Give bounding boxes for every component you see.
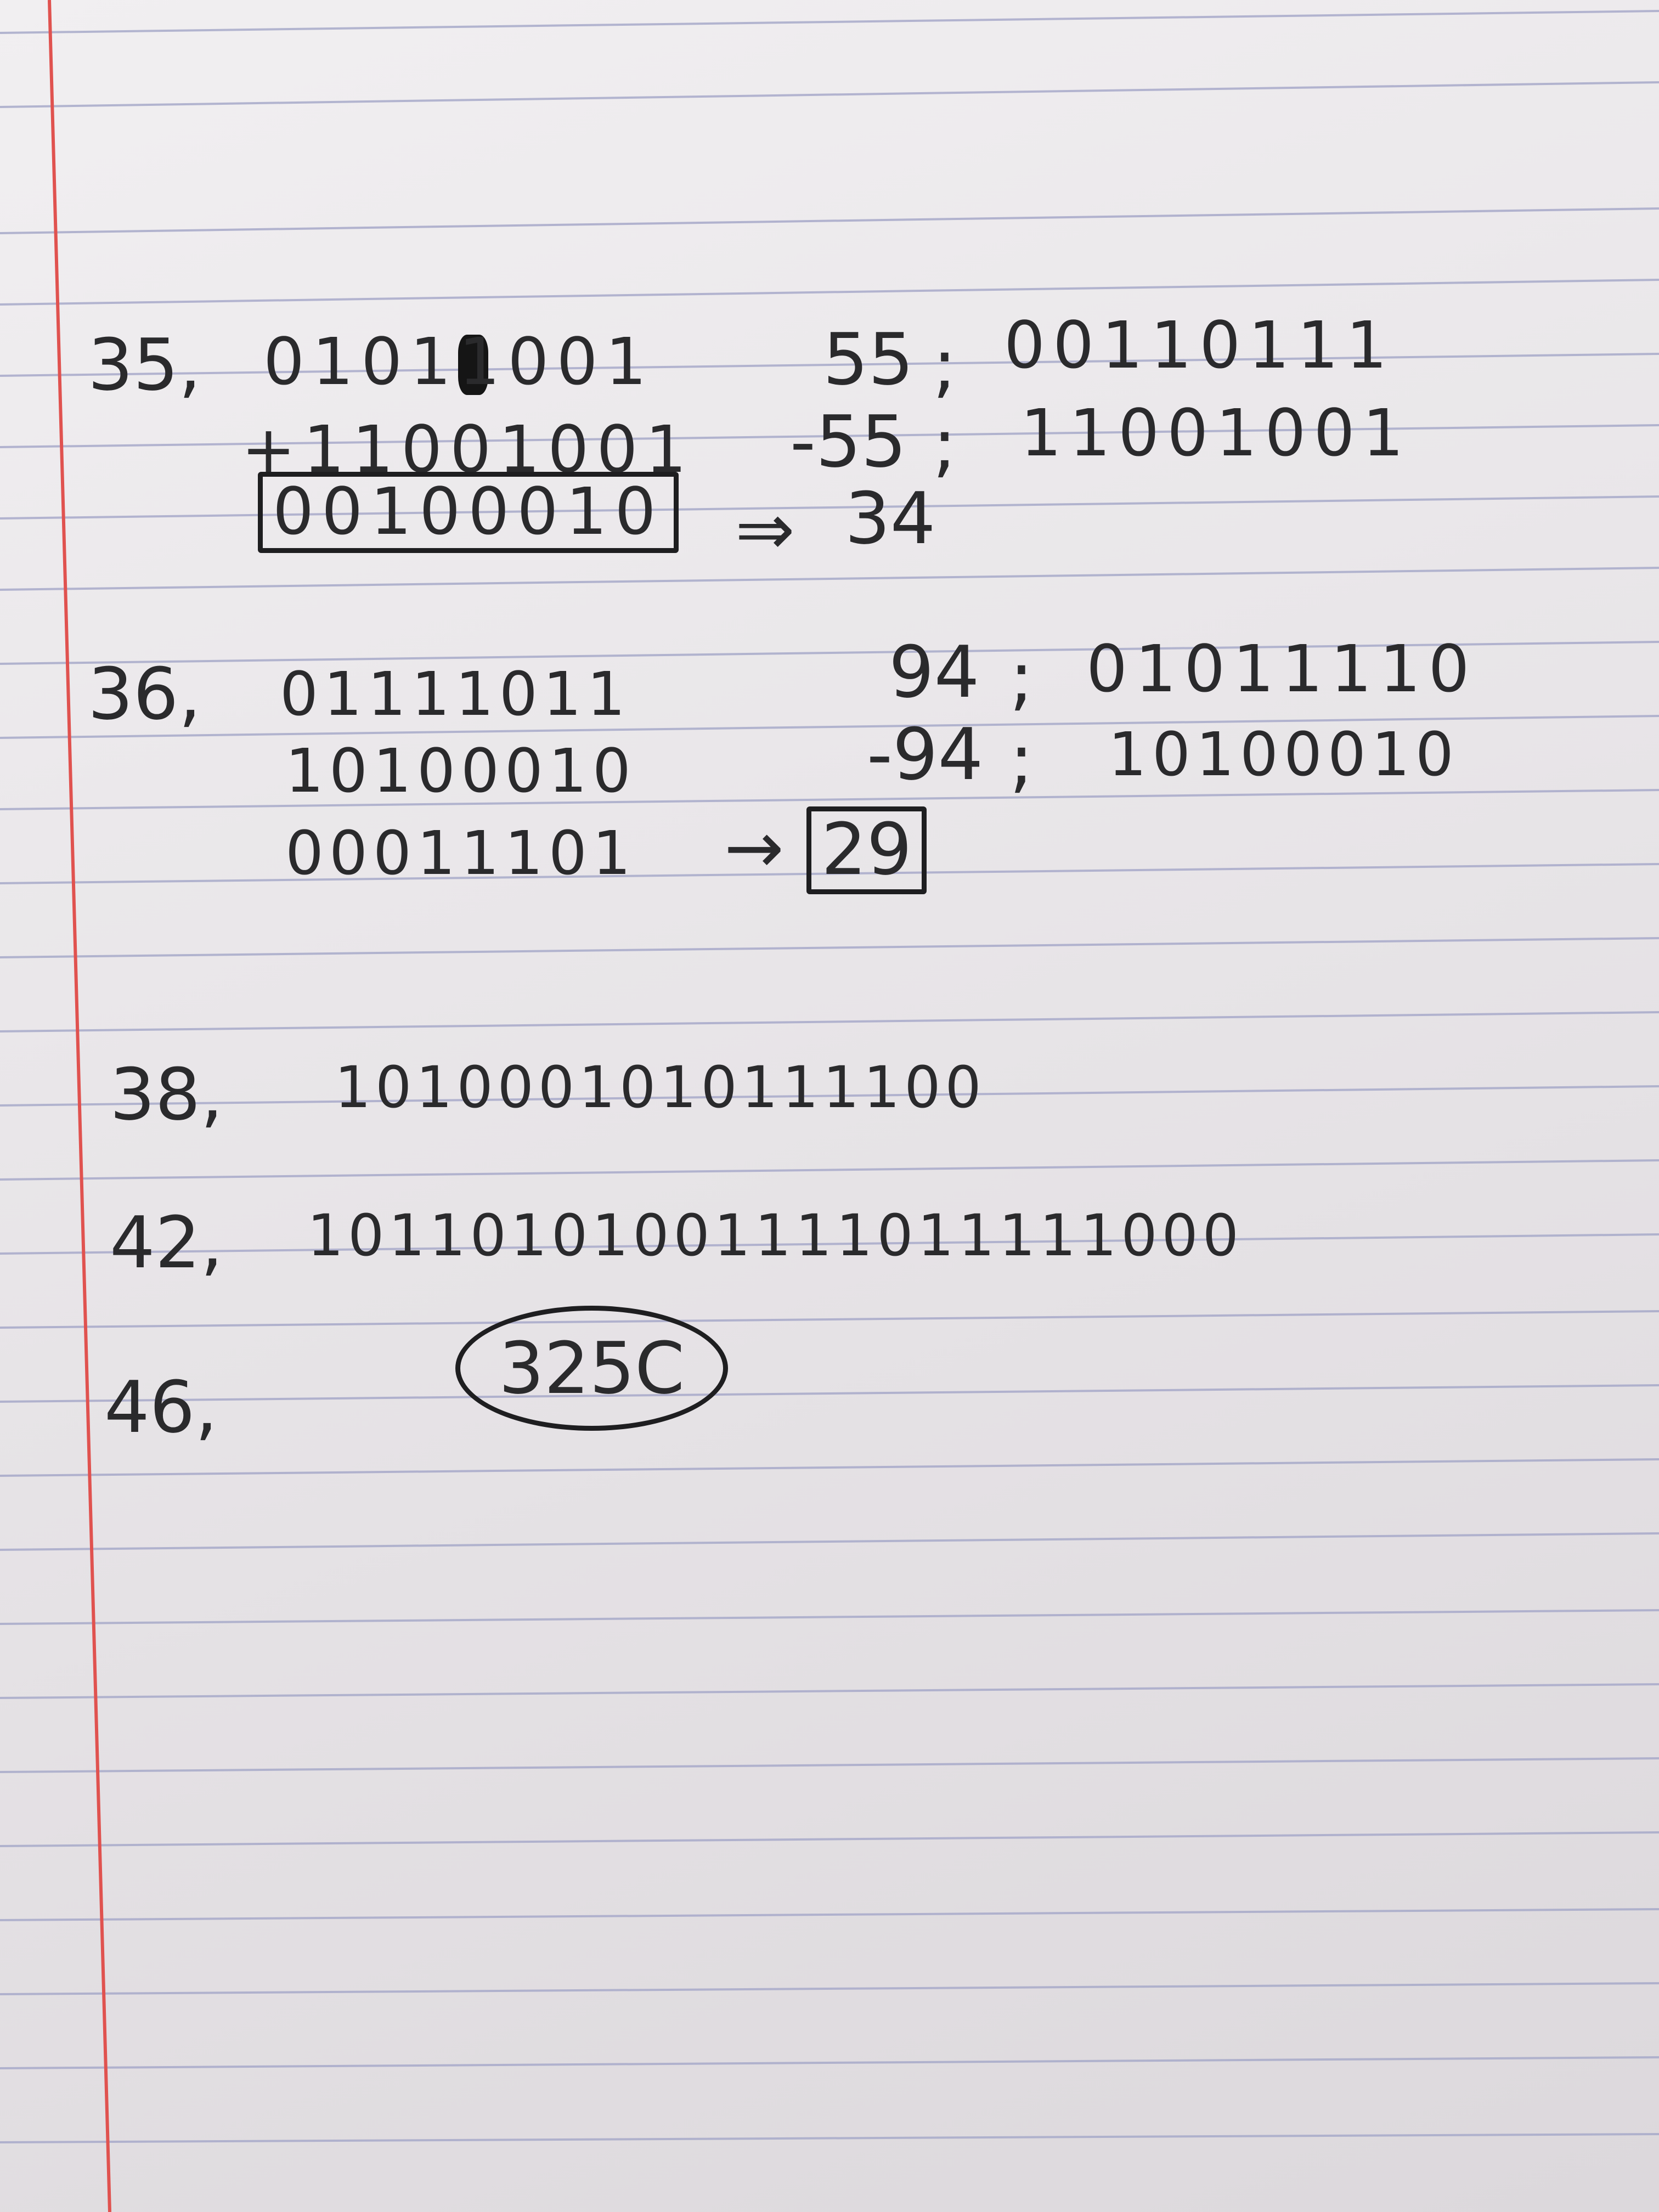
- problem-35-answer-box: 00100010: [258, 472, 679, 553]
- problem-36-number: 36,: [88, 652, 201, 736]
- problem-36-note-2-label: -94: [867, 713, 984, 796]
- problem-35-note-2-bits: 11001001: [1020, 395, 1412, 471]
- problem-42-number: 42,: [110, 1201, 223, 1284]
- problem-36-arrow: →: [724, 806, 784, 889]
- problem-46-number: 46,: [104, 1365, 218, 1449]
- problem-36-note-2-sep: ;: [1009, 718, 1034, 802]
- problem-36-note-1-label: 94: [889, 630, 980, 714]
- problem-35-arrow: ⇒: [735, 488, 795, 571]
- problem-35-note-1-label: 55: [823, 318, 914, 401]
- problem-38-answer: 1010001010111100: [335, 1054, 986, 1121]
- problem-42-answer: 10110101001111011111000: [307, 1202, 1243, 1269]
- problem-35-note-2-label: -55: [790, 400, 907, 483]
- problem-46-result-circled: 325C: [455, 1306, 728, 1431]
- problem-35-note-1-sep: ;: [933, 323, 957, 407]
- problem-36-note-1-bits: 01011110: [1086, 631, 1477, 707]
- problem-35-note-1-bits: 00110111: [1004, 307, 1395, 383]
- problem-36-operand-2: 10100010: [285, 736, 636, 806]
- problem-35-number: 35,: [88, 323, 201, 407]
- problem-36-note-1-sep: ;: [1009, 636, 1034, 719]
- problem-35-result: 34: [845, 477, 936, 560]
- problem-36-note-2-bits: 10100010: [1108, 719, 1459, 789]
- problem-36-operand-1: 01111011: [280, 659, 631, 729]
- problem-35-operand-2: +11001001: [241, 411, 695, 487]
- problem-36-result-box: 29: [806, 806, 927, 894]
- problem-38-number: 38,: [110, 1053, 223, 1136]
- problem-36-answer: 00011101: [285, 818, 636, 888]
- problem-35-note-2-sep: ;: [933, 403, 957, 486]
- problem-35-operand-1: 01011001: [263, 324, 654, 399]
